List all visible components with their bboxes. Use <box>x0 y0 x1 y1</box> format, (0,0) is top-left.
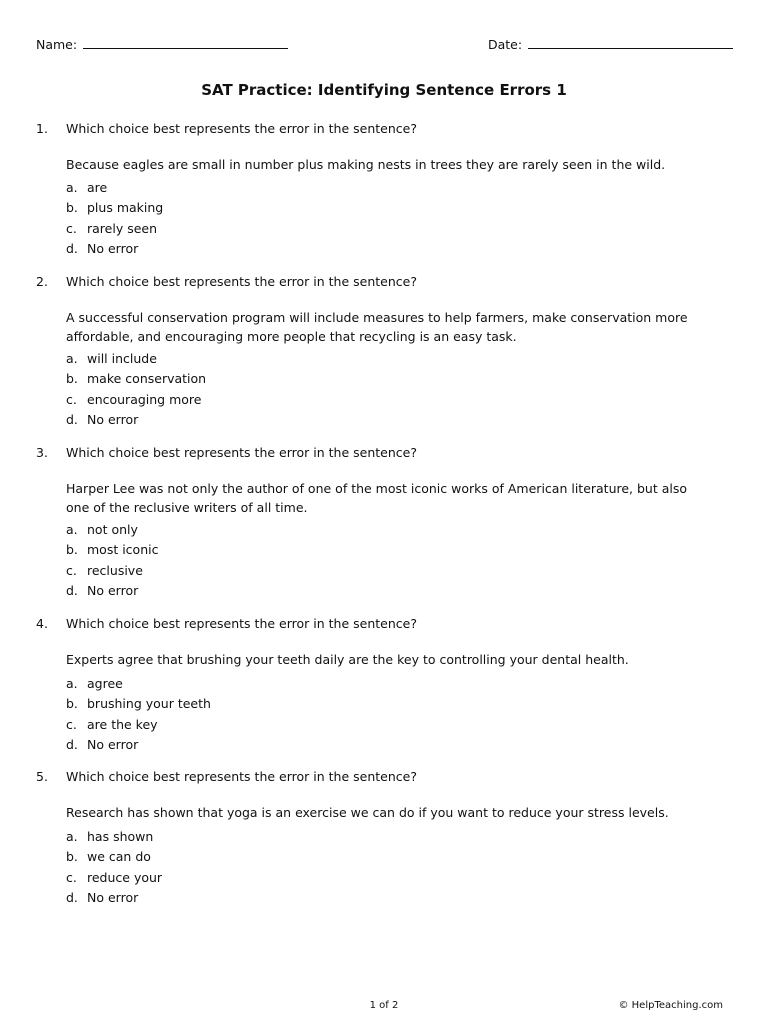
answer-choice[interactable] <box>66 888 162 908</box>
choice-letter: a. <box>66 522 78 537</box>
choice-letter: a. <box>66 351 78 366</box>
choice-text: rarely seen <box>87 220 158 236</box>
answer-choices <box>66 178 163 259</box>
answer-choice[interactable] <box>66 239 163 259</box>
choice-text: reclusive <box>87 562 143 578</box>
answer-choice[interactable] <box>66 581 158 601</box>
choice-text: No error <box>87 582 139 598</box>
name-field[interactable] <box>36 36 288 52</box>
answer-choice[interactable] <box>66 847 162 867</box>
question-sentence: Experts agree that brushing your teeth daily are the key to controlling your dental health. <box>66 652 629 667</box>
choice-letter: c. <box>66 716 77 732</box>
choice-letter: a. <box>66 676 78 691</box>
choice-letter: c. <box>66 391 77 407</box>
choice-text: we can do <box>87 849 151 865</box>
answer-choice[interactable] <box>66 219 163 239</box>
question-number: 2. <box>36 274 48 289</box>
answer-choices <box>66 827 162 908</box>
answer-choice[interactable] <box>66 540 158 560</box>
choice-letter: d. <box>66 889 78 905</box>
choice-letter: c. <box>66 220 77 236</box>
answer-choices <box>66 349 206 430</box>
answer-choice[interactable] <box>66 198 163 218</box>
choice-letter: d. <box>66 582 78 598</box>
answer-choice[interactable] <box>66 868 162 888</box>
question-number: 4. <box>36 616 48 631</box>
name-label: Name: <box>36 37 78 52</box>
answer-choice[interactable] <box>66 178 163 198</box>
choice-letter: b. <box>66 542 78 558</box>
question-prompt: Which choice best represents the error in the sentence? <box>66 616 417 631</box>
choice-text: No error <box>87 889 139 905</box>
choice-letter: b. <box>66 696 78 712</box>
answer-choice[interactable] <box>66 369 206 389</box>
choice-text: No error <box>87 736 139 752</box>
choice-text: will include <box>87 351 157 366</box>
question-prompt: Which choice best represents the error in the sentence? <box>66 121 417 136</box>
choice-text: has shown <box>87 829 154 844</box>
choice-text: make conservation <box>87 371 207 387</box>
answer-choice[interactable] <box>66 520 158 540</box>
answer-choice[interactable] <box>66 735 211 755</box>
question-number: 5. <box>36 769 48 784</box>
choice-letter: d. <box>66 240 78 256</box>
page-title: SAT Practice: Identifying Sentence Errors 1 <box>201 81 567 99</box>
question-prompt: Which choice best represents the error in the sentence? <box>66 274 417 289</box>
answer-choice[interactable] <box>66 715 211 735</box>
date-field[interactable] <box>488 36 733 52</box>
footer-credit: © HelpTeaching.com <box>618 1000 723 1011</box>
question-number: 1. <box>36 121 48 136</box>
date-label: Date: <box>488 37 523 52</box>
choice-letter: d. <box>66 411 78 427</box>
choice-letter: c. <box>66 562 77 578</box>
answer-choices <box>66 520 158 601</box>
choice-text: encouraging more <box>87 391 202 407</box>
choice-text: brushing your teeth <box>87 696 211 712</box>
choice-letter: b. <box>66 849 78 865</box>
answer-choice[interactable] <box>66 827 162 847</box>
choice-letter: d. <box>66 736 78 752</box>
choice-letter: b. <box>66 371 78 387</box>
choice-text: reduce your <box>87 869 163 885</box>
choice-letter: a. <box>66 180 78 195</box>
name-blank-line[interactable] <box>83 36 288 49</box>
choice-text: agree <box>87 676 123 691</box>
choice-text: are the key <box>87 716 158 732</box>
choice-text: are <box>87 180 108 195</box>
choice-text: plus making <box>87 200 164 216</box>
question-sentence: A successful conservation program will include measures to help farmers, make conservation more affordable, and encouraging more people that recycling is an easy task. <box>66 310 688 344</box>
answer-choice[interactable] <box>66 561 158 581</box>
answer-choice[interactable] <box>66 694 211 714</box>
question-number: 3. <box>36 445 48 460</box>
question-prompt: Which choice best represents the error in the sentence? <box>66 445 417 460</box>
question-prompt: Which choice best represents the error in the sentence? <box>66 769 417 784</box>
choice-text: No error <box>87 411 139 427</box>
question-sentence: Harper Lee was not only the author of one of the most iconic works of American literature, but also one of the reclusive writers of all time. <box>66 481 688 515</box>
answer-choices <box>66 674 211 755</box>
date-blank-line[interactable] <box>528 36 733 49</box>
choice-letter: c. <box>66 869 77 885</box>
page-number: 1 of 2 <box>369 1000 399 1011</box>
choice-text: not only <box>87 522 138 537</box>
choice-text: No error <box>87 240 139 256</box>
answer-choice[interactable] <box>66 349 206 369</box>
question-sentence: Because eagles are small in number plus making nests in trees they are rarely seen in the wild. <box>66 157 666 172</box>
choice-letter: b. <box>66 200 78 216</box>
question-sentence: Research has shown that yoga is an exercise we can do if you want to reduce your stress levels. <box>66 805 669 820</box>
choice-letter: a. <box>66 829 78 844</box>
answer-choice[interactable] <box>66 410 206 430</box>
answer-choice[interactable] <box>66 674 211 694</box>
choice-text: most iconic <box>87 542 159 558</box>
answer-choice[interactable] <box>66 390 206 410</box>
header-row <box>36 36 736 56</box>
